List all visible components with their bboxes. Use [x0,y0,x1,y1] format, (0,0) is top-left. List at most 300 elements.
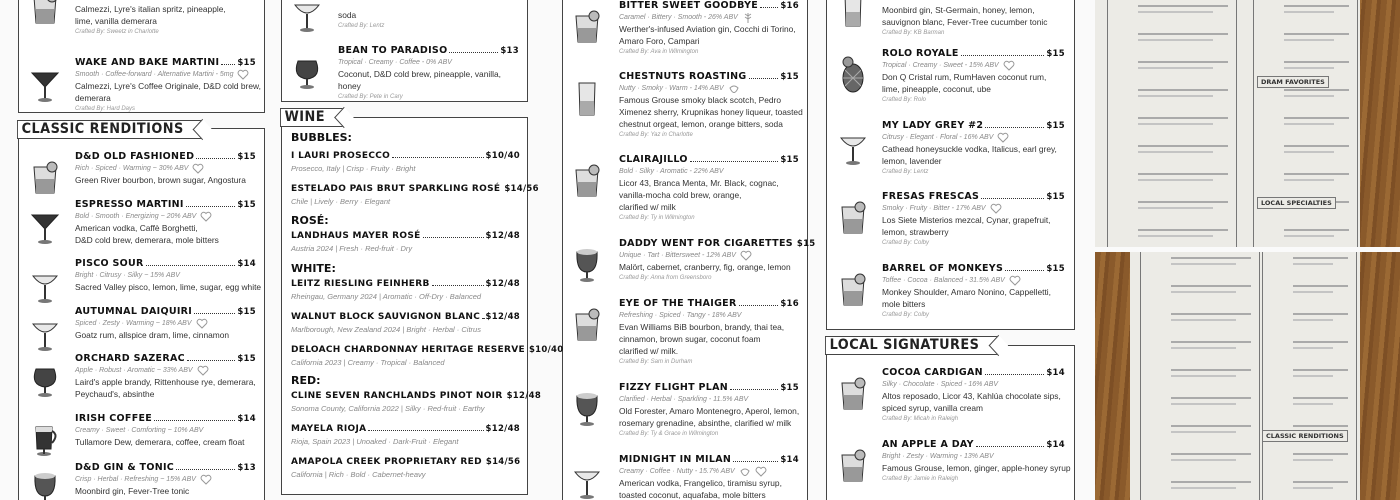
menu-text-line [1171,487,1236,489]
item-price: $15 [1046,192,1065,202]
item-description: lemon, strawberry [882,227,949,237]
item-tags: Rich · Spiced · Warming ~ 30% ABV [75,165,189,172]
item-tags-row [75,163,256,174]
item-crafted-by: Crafted By: Sam in Durham [619,359,693,365]
item-description: D&D cold brew, demerara, mole bitters [75,235,219,245]
item-price: $12/48 [506,391,542,401]
wine-item [291,457,520,480]
menu-text-line [1138,95,1213,97]
dot-leader [196,158,235,159]
item-title-row [882,367,1065,379]
item-tags-row [619,466,799,477]
menu-text-line [1284,123,1334,125]
item-name: WALNUT BLOCK SAUVIGNON BLANC [291,312,481,322]
menu-text-line [1171,263,1236,265]
item-tags-row [619,83,799,94]
dot-leader [187,360,235,361]
menu-text-line [1171,431,1236,433]
item-name: PISCO SOUR [75,258,144,269]
menu-column [1262,252,1357,500]
item-tags-row [75,365,256,376]
item-tags: Crisp · Herbal · Refreshing ~ 15% ABV [75,476,196,483]
menu-item [882,48,1065,106]
item-tags-row [75,270,256,281]
dot-leader [1005,270,1044,271]
snifter-glass-icon [30,361,60,404]
dot-leader [961,55,1045,56]
item-tags: Apple · Robust · Aromatic ~ 33% ABV [75,367,193,374]
item-price: $15 [1046,121,1065,131]
menu-text-line [1171,459,1236,461]
item-price: $10/40 [485,151,520,161]
wine-item [291,151,520,174]
menu-item [882,4,1065,39]
item-name: DELOACH CHARDONNAY HERITAGE RESERVE [291,345,525,355]
dot-leader [186,206,236,207]
item-description: Calmezzi, Lyre's italian spritz, pineapple, [75,4,226,14]
wine-note: Sonoma County, California 2022 | Silky · Red-fruit · Earthy [291,404,485,413]
menu-item [882,120,1065,178]
menu-text-line [1284,39,1334,41]
menu-text-line [1284,173,1349,175]
wine-note: Rioja, Spain 2023 | Unoaked · Dark-Fruit · Elegant [291,437,459,446]
item-name: I LAURI PROSECCO [291,151,391,161]
item-title-row [291,345,564,357]
item-price: $14 [237,414,256,424]
item-description: Los Siete Misterios mezcal, Cynar, grapefruit, [882,215,1051,225]
menu-text-line [1171,369,1251,371]
item-title-row [619,382,799,394]
item-price: $14/56 [485,457,521,467]
item-description: lime, vanilla demerara [75,16,157,26]
menu-text-line [1171,341,1251,343]
dot-leader [981,198,1044,199]
item-description: demerara [75,93,111,103]
menu-text-line [1171,481,1251,483]
coupe-glass-icon [30,314,60,357]
menu-text-line [1284,235,1334,237]
item-name: AMAPOLA CREEK PROPRIETARY RED [291,457,482,467]
item-description: soda [338,10,357,20]
menu-text-line [1284,33,1349,35]
rocks-glass-icon [30,159,60,202]
menu-text-line [1138,33,1228,35]
item-price: $15 [237,354,256,364]
dot-leader [739,305,779,306]
menu-text-line [1138,39,1213,41]
item-name: LEITZ RIESLING FEINHERB [291,279,430,289]
item-description: Sacred Valley pisco, lemon, lime, sugar, egg white [75,282,262,292]
goblet-glass-icon [30,470,60,500]
menu-text-line [1293,341,1348,343]
menu-text-line [1138,145,1228,147]
heart-icon [990,203,1002,215]
item-crafted-by: Crafted By: Hard Days [75,106,136,112]
martini-glass-icon [30,65,60,108]
menu-text-line [1284,117,1349,119]
menu-item [882,367,1065,425]
item-name: CLINE SEVEN RANCHLANDS PINOT NOIR [291,391,503,401]
item-price: $15 [237,307,256,317]
item-crafted-by: Crafted By: Anna from Greensboro [619,275,712,281]
menu-column [1107,0,1237,247]
item-tags: Silky · Chocolate · Spiced - 16% ABV [882,381,999,388]
item-tags: Tropical · Creamy · Coffee - 0% ABV [338,59,452,66]
menu-text-line [1284,95,1334,97]
dot-leader [221,64,235,65]
item-name: BARREL OF MONKEYS [882,263,1004,274]
item-tags-row [338,57,519,68]
item-title-row [882,191,1065,203]
dot-leader [449,52,498,53]
menu-item [75,353,256,400]
menu-item [882,439,1071,485]
coupe-glass-icon [572,462,602,500]
item-description: Altos reposado, Licor 43, Kahlúa chocolate sips, [882,391,1061,401]
item-name: AN APPLE A DAY [882,439,974,450]
menu-text-line [1138,229,1228,231]
item-tags: Creamy · Sweet · Comforting ~ 10% ABV [75,427,204,434]
item-description: honey [338,81,361,91]
item-tags-row [882,203,1065,214]
menu-text-line [1138,61,1228,63]
item-price: $12/48 [485,279,520,289]
item-tags: Bold · Smooth · Energizing ~ 20% ABV [75,213,197,220]
goblet-glass-icon [572,246,602,289]
menu-text-line [1138,67,1213,69]
item-description: cinnamon, brown sugar, coconut foam [619,334,761,344]
item-description: Famous Grouse, lemon, ginger, apple-honey syrup [882,463,1071,473]
item-tags-row [882,451,1065,462]
menu-text-line [1171,425,1251,427]
item-tags: Nutty · Smoky · Warm - 14% ABV [619,85,724,92]
nut-icon [728,83,740,95]
item-crafted-by: Crafted By: Ty in Wilmington [619,215,695,221]
menu-item [338,9,519,32]
menu-item [75,199,256,246]
item-tags: Citrusy · Elegant · Floral - 16% ABV [882,134,994,141]
menu-photo [1095,0,1400,247]
menu-item [619,154,799,224]
menu-column [1140,252,1260,500]
dot-leader [733,461,778,462]
item-name: ESTELADO PAIS BRUT SPARKLING ROSÉ [291,184,501,194]
item-description: Don Q Cristal rum, RumHaven coconut rum, [882,72,1047,82]
item-title-row [291,184,539,196]
menu-text-line [1293,375,1333,377]
dot-leader [690,161,779,162]
menu-item [75,151,256,186]
item-tags: Toffee · Cocoa · Balanced - 31.5% ABV [882,277,1005,284]
dot-leader [985,374,1044,375]
menu-item [75,306,256,341]
item-crafted-by: Crafted By: Ava in Wilmington [619,49,699,55]
item-tags: Caramel · Bittery · Smooth - 26% ABV [619,14,738,21]
highball-glass-icon [572,79,602,122]
item-title-row [75,258,256,270]
item-tags: Refreshing · Spiced · Tangy - 18% ABV [619,312,742,319]
menu-text-line [1293,481,1348,483]
menu-text-line [1293,369,1348,371]
rocks-glass-icon [572,8,602,51]
item-description: rosemary grenadine, absinthe, clarified w/ milk [619,418,792,428]
item-tags: Smooth · Coffee-forward · Alternative Martini - 5mg [75,71,234,78]
item-price: $14 [237,259,256,269]
wine-category: WHITE: [291,262,336,275]
item-title-row [619,454,799,466]
menu-item [75,462,256,497]
item-title-row [75,151,256,163]
heart-icon [200,474,212,486]
rocks-glass-icon [838,271,868,314]
heart-icon [1009,275,1021,287]
wine-category: ROSÉ: [291,214,329,227]
item-title-row [619,0,799,12]
menu-text-line [1138,11,1213,13]
dot-leader [749,78,779,79]
menu-column [1253,0,1358,247]
snifter-glass-icon [292,53,322,96]
item-price: $15 [1046,264,1065,274]
menu-text-line [1293,291,1333,293]
menu-text-line [1293,397,1348,399]
wheat-icon [742,12,754,24]
menu-text-line [1284,179,1334,181]
item-tags-row [619,166,799,177]
item-tags-row [882,379,1065,390]
item-description: Goatz rum, allspice dram, lime, cinnamon [75,330,230,340]
item-tags-row [882,275,1065,286]
menu-text-line [1293,487,1333,489]
menu-item [619,238,816,284]
item-name: ROLO ROYALE [882,48,959,59]
item-price: $14 [1046,440,1065,450]
item-description: American vodka, Caffè Borghetti, [75,223,198,233]
item-tags: Tropical · Creamy · Sweet - 15% ABV [882,62,999,69]
section-banner: CLASSIC RENDITIONS [17,120,203,139]
item-tags-row [882,132,1065,143]
item-tags-row [75,425,256,436]
item-title-row [619,71,799,83]
item-crafted-by: Crafted By: Rolo [882,97,927,103]
item-name: LANDHAUS MAYER ROSÉ [291,231,421,241]
menu-item [338,45,519,103]
item-tags: Bright · Zesty · Warming - 13% ABV [882,453,994,460]
item-description: Coconut, D&D cold brew, pineapple, vanilla, [338,69,501,79]
item-title-row [882,439,1065,451]
wine-item [291,391,542,414]
item-price: $15 [780,155,799,165]
menu-text-line [1171,313,1251,315]
menu-text-line [1293,347,1333,349]
item-title-row [291,151,520,163]
item-title-row [291,424,520,436]
item-description: lime, pineapple, coconut, ube [882,84,991,94]
item-price: $15 [796,239,816,249]
mug-glass-icon [30,421,60,464]
wine-note: Rheingau, Germany 2024 | Aromatic · Off-Dry · Balanced [291,292,482,301]
dot-leader [146,265,236,266]
menu-text-line [1293,313,1348,315]
coupe-glass-icon [30,266,60,309]
menu-text-line [1171,257,1251,259]
item-tags: Spiced · Zesty · Warming ~ 18% ABV [75,320,192,327]
item-price: $16 [780,299,799,309]
item-name: BEAN TO PARADISO [338,45,448,56]
item-tags-row [75,211,256,222]
rocks-glass-icon [572,306,602,349]
item-title-row [75,306,256,318]
menu-text-line [1138,123,1213,125]
item-title-row [882,263,1065,275]
item-tags-row [619,310,799,321]
item-description: toasted coconut, aquafaba, mole bitters [619,490,766,500]
item-description: clarified w/ milk. [619,346,679,356]
menu-text-line [1293,263,1333,265]
item-tags-row [619,12,799,23]
menu-photo [1095,252,1400,500]
item-name: FIZZY FLIGHT PLAN [619,382,729,393]
menu-text-line [1293,459,1333,461]
menu-text-line [1138,5,1228,7]
item-title-row [882,48,1065,60]
tiki-glass-icon [838,56,868,99]
menu-text-line [1171,291,1236,293]
rocks-glass-icon [572,162,602,205]
item-price: $14 [1046,368,1065,378]
menu-text-line [1138,117,1228,119]
dot-leader [985,127,1044,128]
item-name: ESPRESSO MARTINI [75,199,184,210]
menu-item [882,191,1065,249]
item-name: CLAIRAJILLO [619,154,688,165]
item-description: Moonbird gin, Fever-Tree tonic [75,486,190,496]
item-description: Ximenez sherry, Krupnikas honey liqueur, toasted [619,107,803,117]
menu-text-line [1293,403,1333,405]
item-price: $14/56 [504,184,539,194]
item-title-row [291,391,542,403]
item-title-row [75,462,256,474]
item-description: Amaro Foro, Campari [619,36,700,46]
item-price: $16 [780,1,799,11]
menu-item [75,258,262,293]
martini-glass-icon [30,207,60,250]
menu-text-line [1171,403,1236,405]
wine-note: California 2023 | Creamy · Tropical · Balanced [291,358,445,367]
item-title-row [75,57,256,69]
menu-paper [1130,252,1360,500]
dot-leader [730,389,778,390]
menu-text-line [1284,67,1334,69]
item-price: $15 [780,72,799,82]
item-crafted-by: Crafted By: Micah in Raleigh [882,416,959,422]
dot-leader [392,157,483,158]
menu-text-line [1284,229,1349,231]
item-name: IRISH COFFEE [75,413,153,424]
item-price: $15 [1046,49,1065,59]
item-tags: Clarified · Herbal · Sparkling - 11.5% ABV [619,396,749,403]
menu-paper [1095,0,1360,247]
photo-heading: CLASSIC RENDITIONS [1262,430,1348,442]
menu-text-line [1284,89,1349,91]
menu-text-line [1293,453,1348,455]
menu-item [75,413,256,448]
wine-note: Marlborough, New Zealand 2024 | Bright · Herbal · Citrus [291,325,481,334]
item-tags-row [75,474,256,485]
menu-text-line [1138,151,1213,153]
item-price: $13 [237,463,256,473]
item-name: BITTER SWEET GOODBYE [619,0,759,11]
menu-item [75,57,261,115]
item-name: WAKE AND BAKE MARTINI [75,57,220,68]
dot-leader [760,7,778,8]
item-description: lemon, lavender [882,156,942,166]
item-tags-row [619,250,799,261]
item-tags-row [75,69,256,80]
menu-text-line [1293,257,1348,259]
photo-heading: DRAM FAVORITES [1257,76,1329,88]
dot-leader [368,430,483,431]
menu-text-line [1138,235,1213,237]
heart-icon [197,365,209,377]
section-banner: WINE [280,108,344,127]
nut-icon [739,466,751,478]
menu-text-line [1171,347,1236,349]
item-description: vanilla-mocha cold brew, orange, [619,190,742,200]
wine-category: RED: [291,374,321,387]
item-name: D&D OLD FASHIONED [75,151,195,162]
highball-glass-icon [838,0,868,33]
item-description: Cathead honeysuckle vodka, Italicus, earl grey, [882,144,1057,154]
rocks-glass-icon [838,447,868,490]
item-description: clarified w/ milk [619,202,676,212]
coupe-glass-icon [838,128,868,171]
item-name: AUTUMNAL DAIQUIRI [75,306,193,317]
item-price: $12/48 [485,424,520,434]
menu-text-line [1293,285,1348,287]
item-crafted-by: Crafted By: Colby [882,312,930,318]
item-name: COCOA CARDIGAN [882,367,983,378]
item-tags: Bright · Citrusy · Silky ~ 15% ABV [75,272,180,279]
item-description: spiced syrup, vanilla cream [882,403,984,413]
item-description: Licor 43, Branca Menta, Mr. Black, cognac, [619,178,779,188]
item-title-row [882,120,1065,132]
heart-icon [740,250,752,262]
wine-note: Chile | Lively · Berry · Elegant [291,197,391,206]
item-title-row [291,457,520,469]
wine-note: Prosecco, Italy | Crisp · Fruity · Bright [291,164,416,173]
item-name: MIDNIGHT IN MILAN [619,454,732,465]
item-name: EYE OF THE THAIGER [619,298,737,309]
menu-text-line [1138,173,1228,175]
item-crafted-by: Crafted By: KB Barman [882,30,945,36]
dot-leader [176,469,235,470]
item-description: chestnut orgeat, lemon, orange bitters, soda [619,119,783,129]
menu-item [882,263,1065,321]
item-price: $15 [780,383,799,393]
item-name: MY LADY GREY #2 [882,120,984,131]
item-price: $14 [780,455,799,465]
heart-icon [1003,60,1015,72]
item-description: Famous Grouse smoky black scotch, Pedro [619,95,781,105]
menu-text-line [1293,319,1333,321]
item-crafted-by: Crafted By: Sweetz in Charlotte [75,29,159,35]
wine-item [291,424,520,447]
item-crafted-by: Crafted By: Pete in Cary [338,94,403,100]
dot-leader [976,446,1045,447]
menu-item [619,454,799,500]
item-crafted-by: Crafted By: Lentz [338,23,385,29]
